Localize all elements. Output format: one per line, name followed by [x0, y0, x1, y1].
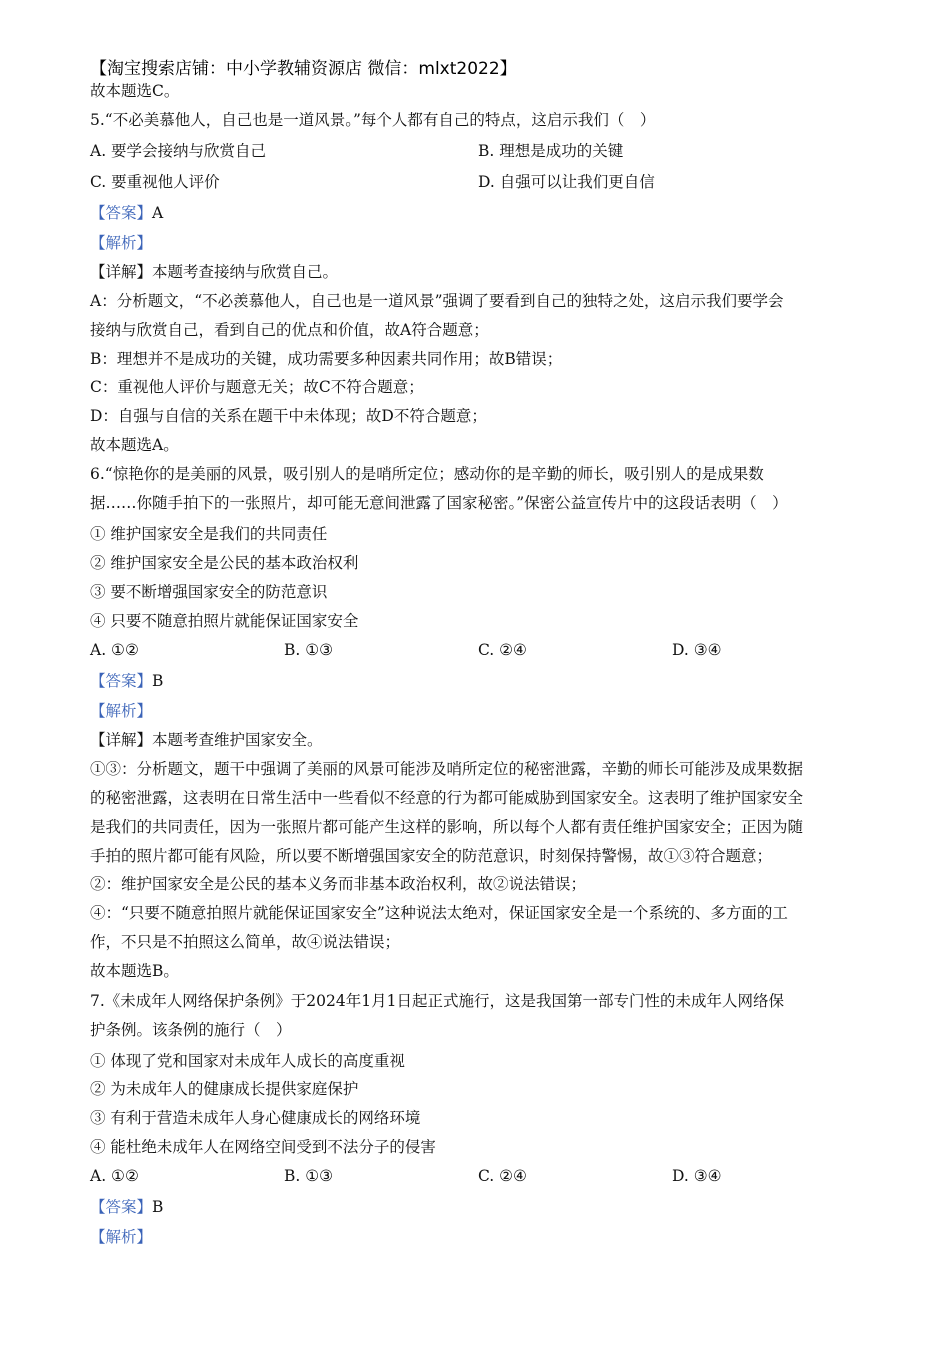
q5-conclusion: 故本题选A。: [90, 436, 179, 454]
shop-banner: 【淘宝搜索店铺：中小学教辅资源店 微信：mlxt2022】: [90, 59, 517, 79]
q7-statement: ④ 能杜绝未成年人在网络空间受到不法分子的侵害: [90, 1138, 436, 1156]
detail-tag: 【详解】: [90, 731, 153, 749]
q6-conclusion: 故本题选B。: [90, 962, 179, 980]
q5-analysis-tag: 【解析】: [90, 234, 153, 252]
q6-stem-line: 6.“惊艳你的是美丽的风景，吸引别人的是哨所定位；感动你的是辛勤的师长，吸引别人的是成果数: [90, 465, 764, 483]
q6-statement: ② 维护国家安全是公民的基本政治权利: [90, 554, 359, 572]
q6-statement: ③ 要不断增强国家安全的防范意识: [90, 583, 328, 601]
q5-detail-line: C：重视他人评价与题意无关；故C不符合题意；: [90, 378, 424, 396]
answer-value: B: [152, 1198, 164, 1216]
q6-detail-line: ①③：分析题文，题干中强调了美丽的风景可能涉及哨所定位的秘密泄露，辛勤的师长可能涉及成果数据: [90, 760, 804, 778]
detail-text: 本题考查维护国家安全。: [152, 731, 323, 749]
answer-tag: 【答案】: [90, 1198, 153, 1216]
detail-tag: 【详解】: [90, 263, 153, 281]
q5-detail-line: 接纳与欣赏自己，看到自己的优点和价值，故A符合题意；: [90, 321, 489, 339]
answer-value: A: [152, 204, 164, 222]
q6-answer: [90, 670, 163, 692]
q7-statement: ① 体现了党和国家对未成年人成长的高度重视: [90, 1052, 405, 1070]
q6-detail-line: 作，不只是不拍照这么简单，故④说法错误；: [90, 933, 401, 951]
q5-detail-line: D：自强与自信的关系在题干中未体现；故D不符合题意；: [90, 407, 487, 425]
q6-detail-line: 的秘密泄露，这表明在日常生活中一些看似不经意的行为都可能威胁到国家安全。这表明了维护国家安全: [90, 789, 804, 807]
q7-analysis-tag: 【解析】: [90, 1228, 153, 1246]
q6-detail-line: ④：“只要不随意拍照片就能保证国家安全”这种说法太绝对，保证国家安全是一个系统的、多方面的工: [90, 904, 788, 922]
q6-option-d: D. ③④: [672, 641, 722, 659]
answer-value: B: [152, 672, 164, 690]
answer-tag: 【答案】: [90, 672, 153, 690]
q6-analysis-tag: 【解析】: [90, 702, 153, 720]
q5-answer: [90, 202, 163, 224]
q5-detail-line: A：分析题文，“不必羡慕他人，自己也是一道风景”强调了要看到自己的独特之处，这启示我们要学会: [90, 292, 784, 310]
q7-option-c: C. ②④: [478, 1167, 527, 1185]
q6-detail-line: 是我们的共同责任，因为一张照片都可能产生这样的影响，所以每个人都有责任维护国家安全；正因为随: [90, 818, 804, 836]
q6-option-a: A. ①②: [90, 641, 139, 659]
q5-option-c: C. 要重视他人评价: [90, 173, 220, 191]
q5-option-a: A. 要学会接纳与欣赏自己: [90, 142, 267, 160]
q6-detail-line: ②：维护国家安全是公民的基本义务而非基本政治权利，故②说法错误；: [90, 875, 587, 893]
q6-statement: ① 维护国家安全是我们的共同责任: [90, 525, 328, 543]
q7-answer: [90, 1196, 163, 1218]
q7-option-d: D. ③④: [672, 1167, 722, 1185]
q7-statement: ② 为未成年人的健康成长提供家庭保护: [90, 1080, 359, 1098]
q5-option-b: B. 理想是成功的关键: [478, 142, 624, 160]
q7-stem-line: 7.《未成年人网络保护条例》于2024年1月1日起正式施行，这是我国第一部专门性的未成年人网络保: [90, 992, 784, 1010]
q4-conclusion: 故本题选C。: [90, 82, 180, 100]
q7-stem-line: 护条例。该条例的施行（ ）: [90, 1021, 292, 1039]
q6-statement: ④ 只要不随意拍照片就能保证国家安全: [90, 612, 359, 630]
q5-option-d: D. 自强可以让我们更自信: [478, 173, 655, 191]
q6-stem-line: 据……你随手拍下的一张照片，却可能无意间泄露了国家秘密。”保密公益宣传片中的这段话表明（ ）: [90, 494, 788, 512]
q5-stem: 5.“不必美慕他人，自己也是一道风景。”每个人都有自己的特点，这启示我们（ ）: [90, 111, 656, 129]
q6-detail-line: 手拍的照片都可能有风险，所以要不断增强国家安全的防范意识，时刻保持警惕，故①③符合题意；: [90, 847, 773, 865]
q7-option-b: B. ①③: [284, 1167, 334, 1185]
q6-detail-line: [90, 729, 323, 751]
q5-detail-line: B：理想并不是成功的关键，成功需要多种因素共同作用；故B错误；: [90, 350, 563, 368]
q7-statement: ③ 有利于营造未成年人身心健康成长的网络环境: [90, 1109, 421, 1127]
answer-tag: 【答案】: [90, 204, 153, 222]
q5-detail-line: [90, 261, 338, 283]
q7-option-a: A. ①②: [90, 1167, 139, 1185]
detail-text: 本题考查接纳与欣赏自己。: [152, 263, 339, 281]
q6-option-c: C. ②④: [478, 641, 527, 659]
q6-option-b: B. ①③: [284, 641, 334, 659]
